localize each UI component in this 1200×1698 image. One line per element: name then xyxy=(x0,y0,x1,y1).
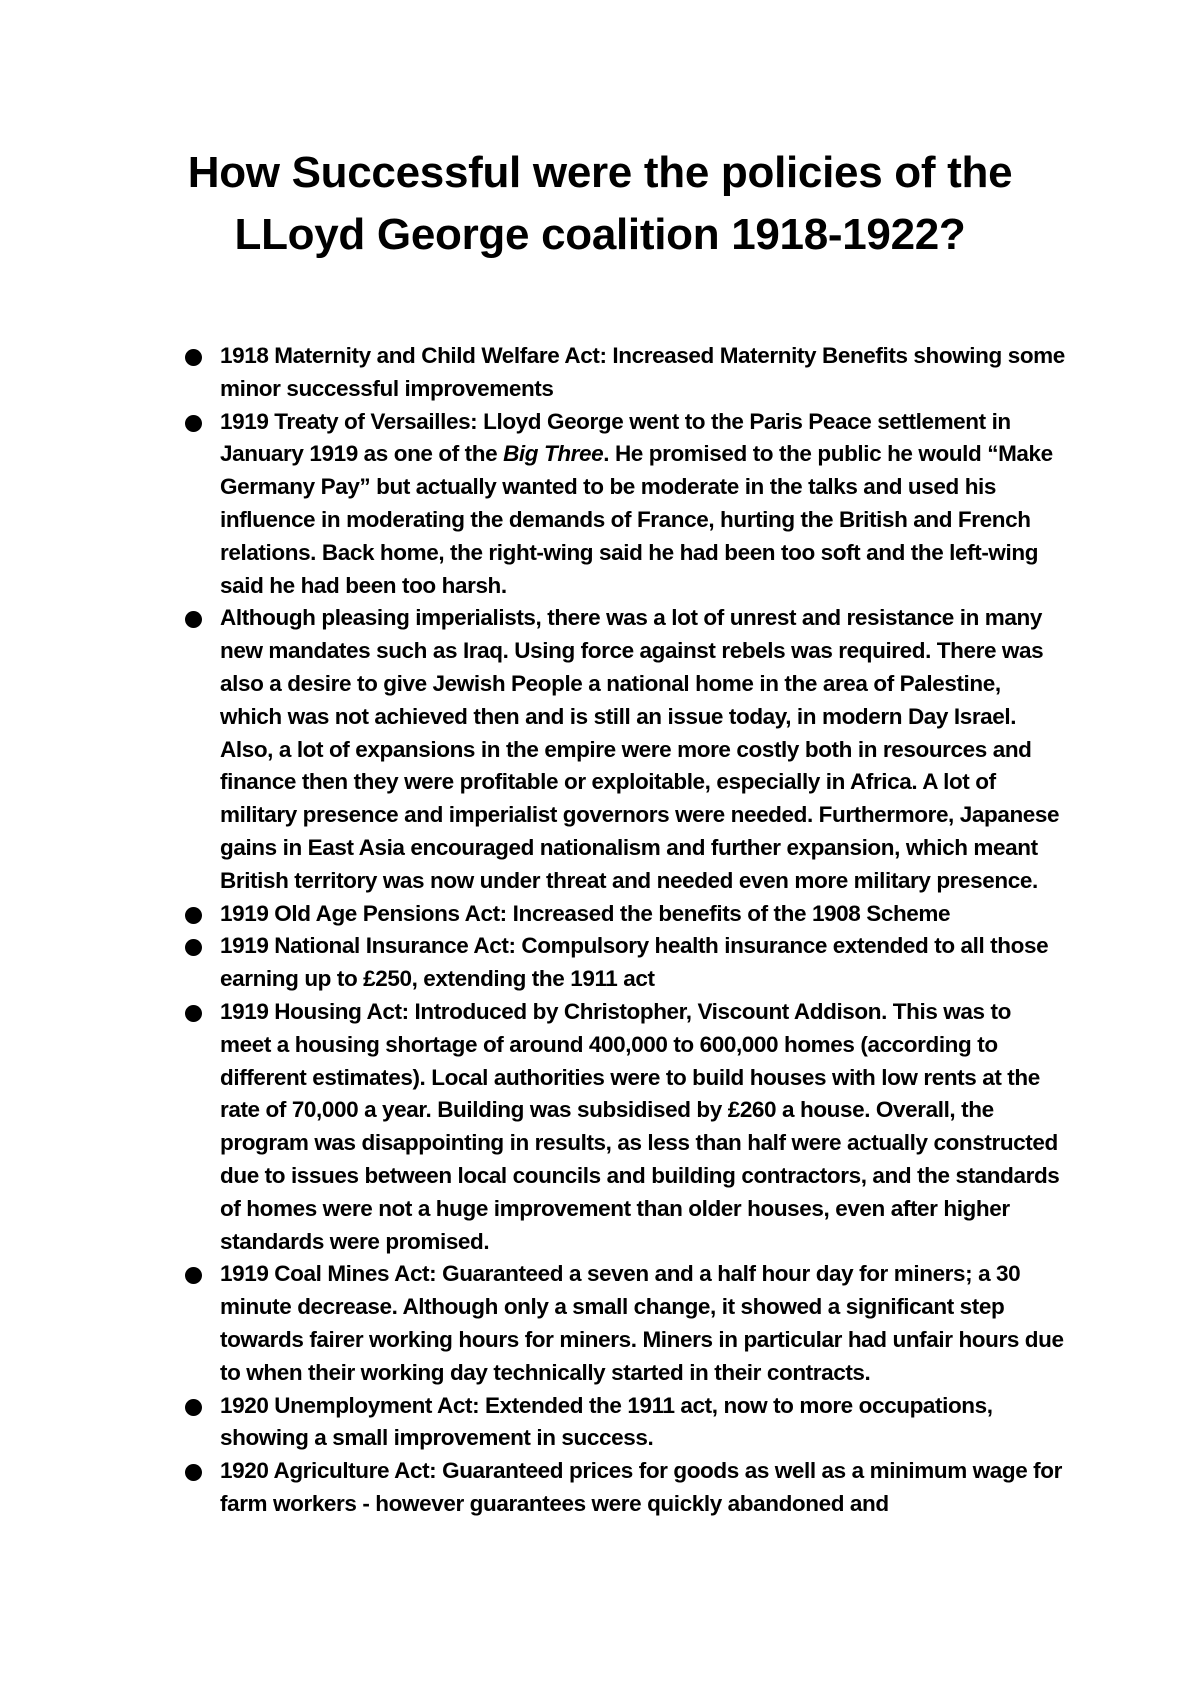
bullet-dot-icon xyxy=(185,415,202,432)
bullet-dot-icon xyxy=(185,1464,202,1481)
bullet-text-after: . He promised to the public he would “Make Germany Pay” but actually wanted to be moderate in the talks and used his influence in moderating the demands of France, hurting the British and French relations. Back home, the right-wing said he had been too soft and the left-wing said he had been too harsh. xyxy=(220,441,1053,598)
bullet-text: Although pleasing imperialists, there was a lot of unrest and resistance in many new mandates such as Iraq. Using force against rebels was required. There was also a desire to give Jewish People a national home in the area of Palestine, which was not achieved then and is still an issue today, in modern Day Israel. Also, a lot of expansions in the empire were more costly both in resources and finance then they were profitable or exploitable, especially in Africa. A lot of military presence and imperialist governors were needed. Furthermore, Japanese gains in East Asia encouraged nationalism and further expansion, which meant British territory was now under threat and needed even more military presence. xyxy=(220,605,1060,893)
bullet-item-imperialism xyxy=(185,602,1065,897)
title-line-1: How Successful were the policies of the xyxy=(187,148,1013,197)
bullet-dot-icon xyxy=(185,1399,202,1416)
bullet-dot-icon xyxy=(185,907,202,924)
bullet-item-housing-act xyxy=(185,996,1065,1258)
bullet-text: 1918 Maternity and Child Welfare Act: Increased Maternity Benefits showing some minor successful improvements xyxy=(220,343,1065,401)
bullet-text-before: 1919 Treaty of Versailles: Lloyd George went to the Paris Peace settlement in January 1919 as one of the xyxy=(220,408,1011,467)
bullet-text: 1919 Old Age Pensions Act: Increased the benefits of the 1908 Scheme xyxy=(220,900,951,926)
bullet-emphasis: Big Three xyxy=(503,441,604,467)
bullet-dot-icon xyxy=(185,1267,202,1284)
bullet-item-coal-mines-act xyxy=(185,1258,1065,1389)
bullet-item-national-insurance-act xyxy=(185,930,1065,996)
bullet-item-treaty-of-versailles xyxy=(185,406,1065,603)
bullet-list xyxy=(185,340,1065,1521)
bullet-item-unemployment-act xyxy=(185,1390,1065,1456)
bullet-dot-icon xyxy=(185,611,202,628)
bullet-item-agriculture-act xyxy=(185,1455,1065,1521)
bullet-text: 1920 Unemployment Act: Extended the 1911 act, now to more occupations, showing a small improvement in success. xyxy=(220,1392,993,1451)
bullet-dot-icon xyxy=(185,939,202,956)
bullet-dot-icon xyxy=(185,1005,202,1022)
title-line-2: LLoyd George coalition 1918-1922? xyxy=(234,210,966,259)
bullet-dot-icon xyxy=(185,349,202,366)
document-title xyxy=(120,142,1080,266)
bullet-item-maternity-act xyxy=(185,340,1065,406)
bullet-text: 1919 National Insurance Act: Compulsory health insurance extended to all those earning up to £250, extending the 1911 act xyxy=(220,933,1049,992)
bullet-text: 1919 Coal Mines Act: Guaranteed a seven and a half hour day for miners; a 30 minute decrease. Although only a small change, it showed a significant step towards fairer working hours for miners. Miners in particular had unfair hours due to when their working day technically started in their contracts. xyxy=(220,1261,1064,1385)
bullet-text: 1919 Housing Act: Introduced by Christopher, Viscount Addison. This was to meet a housing shortage of around 400,000 to 600,000 homes (according to different estimates). Local authorities were to build houses with low rents at the rate of 70,000 a year. Building was subsidised by £260 a house. Overall, the program was disappointing in results, as less than half were actually constructed due to issues between local councils and building contractors, and the standards of homes were not a huge improvement than older houses, even after higher standards were promised. xyxy=(220,998,1060,1254)
bullet-text: 1920 Agriculture Act: Guaranteed prices for goods as well as a minimum wage for farm workers - however guarantees were quickly abandoned and xyxy=(220,1458,1062,1516)
bullet-item-old-age-pensions-act xyxy=(185,898,1065,931)
